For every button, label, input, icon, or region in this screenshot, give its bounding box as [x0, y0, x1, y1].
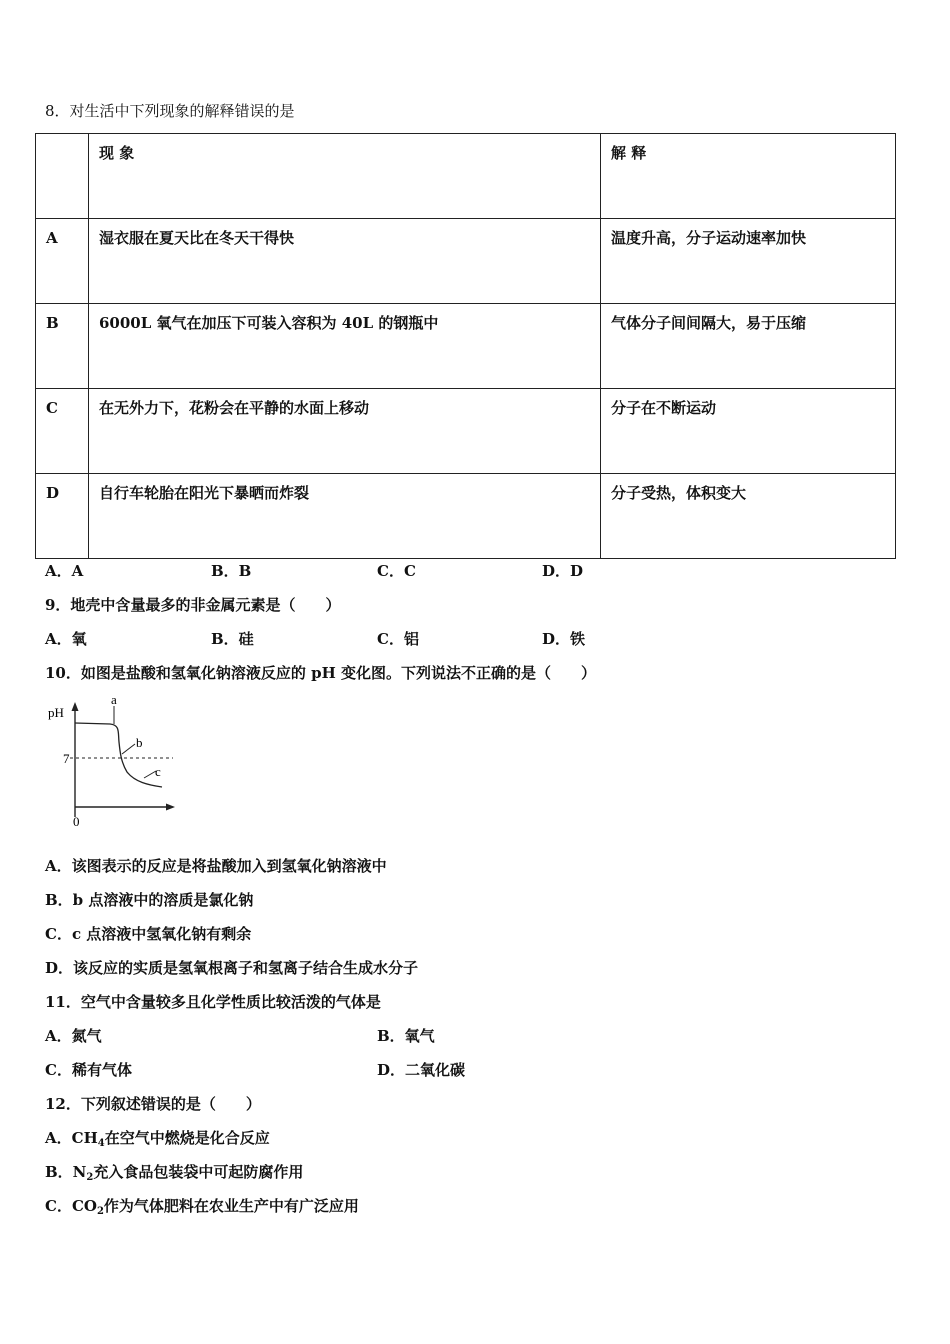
q12-option-a-post: 在空气中燃烧是化合反应 [104, 1129, 270, 1147]
row-letter: D [36, 474, 89, 559]
q12-option-b-post: 充入食品包装袋中可起防腐作用 [93, 1163, 304, 1181]
q12-option-b[interactable] [45, 1162, 303, 1188]
q11-stem: 11．空气中含量较多且化学性质比较活泼的气体是 [45, 993, 381, 1011]
ph-curve [75, 723, 162, 787]
row-letter: C [36, 389, 89, 474]
q10-stem: 10．如图是盐酸和氢氧化钠溶液反应的 pH 变化图。下列说法不正确的是（ ） [45, 664, 596, 682]
q12-option-a[interactable] [45, 1128, 270, 1154]
y-axis-label: pH [48, 705, 64, 720]
q8-option-c[interactable]: C．C [377, 562, 416, 580]
q10-option-a[interactable]: A．该图表示的反应是将盐酸加入到氢氧化钠溶液中 [45, 857, 387, 875]
row-phenomenon: 自行车轮胎在阳光下暴晒而炸裂 [89, 474, 601, 559]
q12-option-c[interactable] [45, 1196, 359, 1222]
q12-option-a-sub: 4 [97, 1138, 105, 1149]
q8-option-a[interactable]: A．A [45, 562, 84, 580]
q12-option-c-sub: 2 [96, 1206, 104, 1217]
q12-option-c-pre: C．CO [45, 1197, 97, 1215]
row-explanation: 分子受热，体积变大 [601, 474, 896, 559]
table-row [36, 389, 896, 474]
q8-option-b[interactable]: B．B [211, 562, 252, 580]
table-header-row [36, 134, 896, 219]
q12-stem: 12．下列叙述错误的是（ ） [45, 1095, 261, 1113]
row-explanation: 分子在不断运动 [601, 389, 896, 474]
table-row [36, 219, 896, 304]
table-header-phenomenon: 现 象 [89, 134, 601, 219]
q8-table [35, 133, 896, 559]
q9-stem: 9．地壳中含量最多的非金属元素是（ ） [45, 596, 341, 614]
table-row [36, 474, 896, 559]
q11-option-b[interactable]: B．氧气 [377, 1027, 435, 1045]
q12-option-a-pre: A．CH [45, 1129, 98, 1147]
q11-option-c[interactable]: C．稀有气体 [45, 1061, 132, 1079]
y-axis-arrow [72, 702, 79, 711]
ph-graph [40, 692, 190, 837]
curve-label-a: a [111, 692, 117, 707]
table-header-explanation: 解 释 [601, 134, 896, 219]
row-phenomenon: 湿衣服在夏天比在冬天干得快 [89, 219, 601, 304]
ph7-label: 7 [63, 751, 70, 766]
q11-option-a[interactable]: A．氮气 [45, 1027, 102, 1045]
q10-option-b[interactable]: B．b 点溶液中的溶质是氯化钠 [45, 891, 254, 909]
label-b-leader [122, 744, 135, 754]
q12-option-c-post: 作为气体肥料在农业生产中有广泛应用 [103, 1197, 359, 1215]
row-letter: B [36, 304, 89, 389]
q8-option-d[interactable]: D．D [542, 562, 584, 580]
q9-option-d[interactable]: D．铁 [542, 630, 586, 648]
row-letter: A [36, 219, 89, 304]
row-phenomenon: 6000L 氧气在加压下可装入容积为 40L 的钢瓶中 [89, 304, 601, 389]
row-explanation: 气体分子间间隔大，易于压缩 [601, 304, 896, 389]
row-explanation: 温度升高，分子运动速率加快 [601, 219, 896, 304]
x-axis-arrow [166, 804, 175, 811]
q9-option-a[interactable]: A．氧 [45, 630, 87, 648]
row-phenomenon: 在无外力下，花粉会在平静的水面上移动 [89, 389, 601, 474]
table-header-empty [36, 134, 89, 219]
table-row [36, 304, 896, 389]
q10-option-c[interactable]: C．c 点溶液中氢氧化钠有剩余 [45, 925, 252, 943]
curve-label-b: b [136, 735, 143, 750]
q12-option-b-pre: B．N [45, 1163, 87, 1181]
curve-label-c: c [155, 764, 161, 779]
q9-option-c[interactable]: C．铝 [377, 630, 419, 648]
origin-label: 0 [73, 814, 80, 829]
q8-stem: 8．对生活中下列现象的解释错误的是 [45, 102, 295, 120]
q10-option-d[interactable]: D．该反应的实质是氢氧根离子和氢离子结合生成水分子 [45, 959, 419, 977]
q12-option-b-sub: 2 [86, 1172, 94, 1183]
q11-option-d[interactable]: D．二氧化碳 [377, 1061, 466, 1079]
q9-option-b[interactable]: B．硅 [211, 630, 254, 648]
